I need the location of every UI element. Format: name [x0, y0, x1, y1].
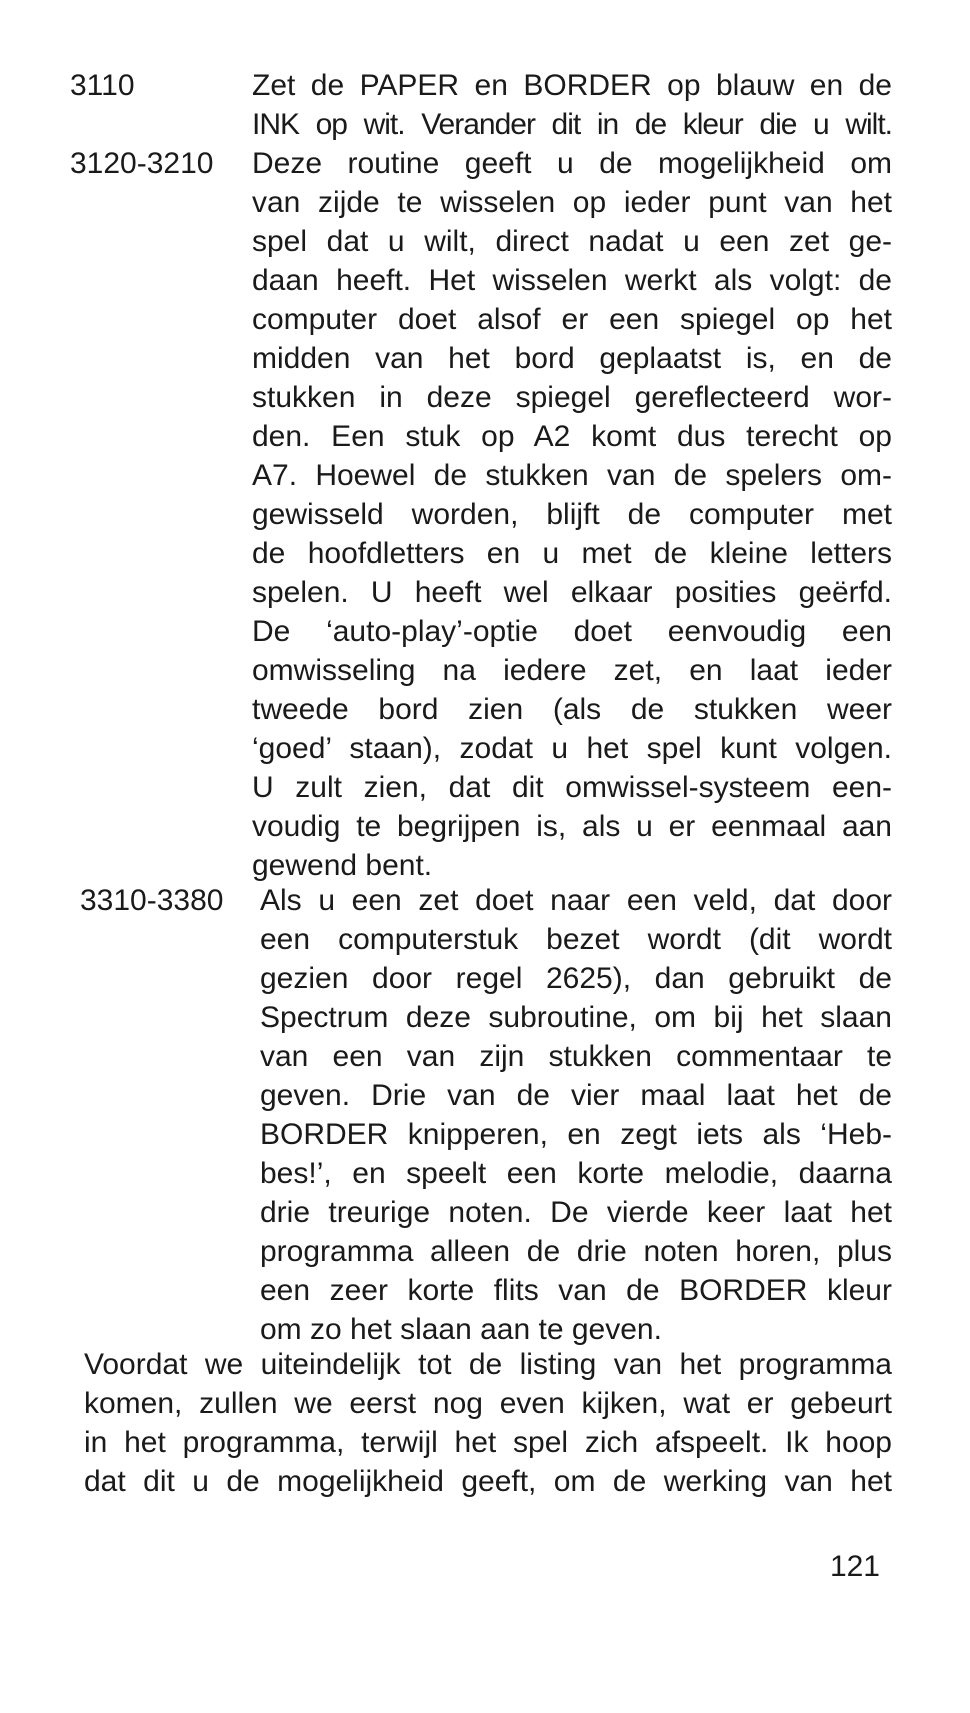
text-line: omwisseling na iedere zet, en laat ieder: [252, 654, 892, 687]
text-line: komen, zullen we eerst nog even kijken, wat er gebeurt: [84, 1387, 892, 1420]
text-line: daan heeft. Het wisselen werkt als volgt: de: [252, 264, 892, 297]
text-line: gewend bent.: [252, 849, 433, 882]
line-number-label: 3120-3210: [70, 147, 214, 180]
entry-description: [260, 881, 892, 1349]
text-line: bes!’, en speelt een korte melodie, daarna: [260, 1157, 892, 1190]
text-line: een computerstuk bezet wordt (dit wordt: [260, 923, 892, 956]
text-line: spelen. U heeft wel elkaar posities geërfd.: [252, 576, 892, 609]
text-line: Spectrum deze subroutine, om bij het slaan: [260, 1001, 892, 1034]
text-line: de hoofdletters en u met de kleine letters: [252, 537, 892, 570]
text-line: BORDER knipperen, en zegt iets als ‘Heb-: [260, 1118, 892, 1151]
text-line: een zeer korte flits van de BORDER kleur: [260, 1274, 892, 1307]
text-line: van een van zijn stukken commentaar te: [260, 1040, 892, 1073]
page-number: 121: [829, 1550, 880, 1583]
text-line: gewisseld worden, blijft de computer met: [252, 498, 892, 531]
text-line: Als u een zet doet naar een veld, dat door: [260, 884, 892, 917]
entry-description: [252, 66, 892, 144]
text-line: in het programma, terwijl het spel zich afspeelt. Ik hoop: [84, 1426, 892, 1459]
text-line: INK op wit. Verander dit in de kleur die u wilt.: [252, 108, 892, 141]
text-line: geven. Drie van de vier maal laat het de: [260, 1079, 892, 1112]
text-line: A7. Hoewel de stukken van de spelers om-: [252, 459, 892, 492]
entry-description: [252, 144, 892, 885]
text-line: U zult zien, dat dit omwissel-systeem een-: [252, 771, 892, 804]
text-line: tweede bord zien (als de stukken weer: [252, 693, 892, 726]
text-line: computer doet alsof er een spiegel op het: [252, 303, 892, 336]
text-line: Zet de PAPER en BORDER op blauw en de: [252, 69, 892, 102]
text-line: van zijde te wisselen op ieder punt van het: [252, 186, 892, 219]
text-line: Voordat we uiteindelijk tot de listing van het programma: [84, 1348, 892, 1381]
text-line: drie treurige noten. De vierde keer laat het: [260, 1196, 892, 1229]
line-number-label: 3110: [70, 69, 135, 102]
text-line: Deze routine geeft u de mogelijkheid om: [252, 147, 892, 180]
text-line: midden van het bord geplaatst is, en de: [252, 342, 892, 375]
text-line: den. Een stuk op A2 komt dus terecht op: [252, 420, 892, 453]
text-line: gezien door regel 2625), dan gebruikt de: [260, 962, 892, 995]
text-line: stukken in deze spiegel gereflecteerd wor-: [252, 381, 892, 414]
body-paragraph: [84, 1345, 892, 1501]
text-line: De ‘auto-play’-optie doet eenvoudig een: [252, 615, 892, 648]
text-line: voudig te begrijpen is, als u er eenmaal aan: [252, 810, 892, 843]
text-line: spel dat u wilt, direct nadat u een zet ge-: [252, 225, 892, 258]
line-number-label: 3310-3380: [80, 884, 224, 917]
text-line: om zo het slaan aan te geven.: [260, 1313, 662, 1346]
text-line: programma alleen de drie noten horen, plus: [260, 1235, 892, 1268]
text-line: ‘goed’ staan), zodat u het spel kunt volgen.: [252, 732, 892, 765]
text-line: dat dit u de mogelijkheid geeft, om de werking van het: [84, 1465, 892, 1498]
